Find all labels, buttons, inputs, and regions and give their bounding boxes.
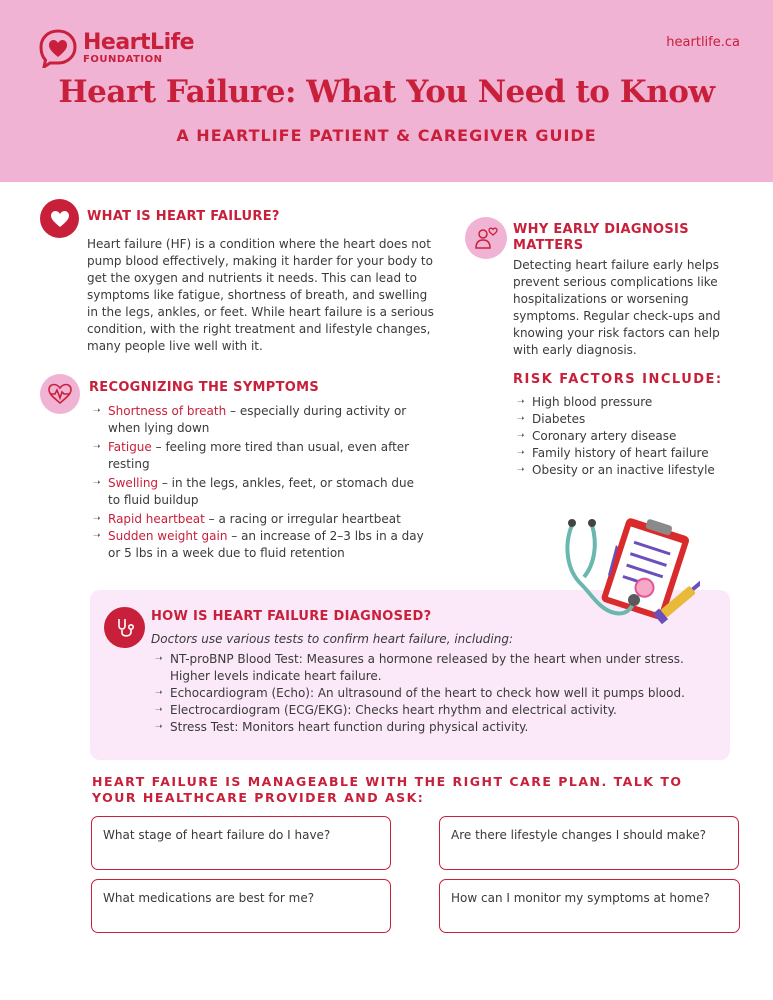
list-item: ➝ Obesity or an inactive lifestyle xyxy=(517,463,715,477)
diagnosis-list xyxy=(153,651,719,736)
what-is-heading: WHAT IS HEART FAILURE? xyxy=(87,209,280,224)
page-subtitle: A HEARTLIFE PATIENT & CAREGIVER GUIDE xyxy=(176,126,597,145)
arrow-icon: ➝ xyxy=(517,465,525,475)
list-item: ➝ Rapid heartbeat – a racing or irregular heartbeat xyxy=(93,512,401,526)
question-box: What medications are best for me? xyxy=(91,879,391,933)
speech-heart-logo-icon xyxy=(38,28,78,68)
list-item: ➝ High blood pressure xyxy=(517,395,653,409)
arrow-icon: ➝ xyxy=(155,688,163,698)
arrow-icon: ➝ xyxy=(93,531,101,541)
risk-factors-heading: RISK FACTORS INCLUDE: xyxy=(513,372,723,387)
arrow-icon: ➝ xyxy=(517,414,525,424)
list-item: ➝ Swelling – in the legs, ankles, feet, or stomach due to fluid buildup xyxy=(93,476,415,507)
heartbeat-icon xyxy=(40,374,80,414)
arrow-icon: ➝ xyxy=(93,514,101,524)
arrow-icon: ➝ xyxy=(517,397,525,407)
arrow-icon: ➝ xyxy=(93,442,101,452)
list-item: ➝ Sudden weight gain – an increase of 2–3 lbs in a day or 5 lbs in a week due to fluid retention xyxy=(93,529,424,560)
symptoms-list xyxy=(91,403,426,562)
heart-icon xyxy=(40,199,79,238)
list-item: ➝ Fatigue – feeling more tired than usual, even after resting xyxy=(93,440,410,471)
logo-name: HeartLife xyxy=(83,29,195,55)
arrow-icon: ➝ xyxy=(155,654,163,664)
list-item: ➝ Family history of heart failure xyxy=(517,446,709,460)
list-item: ➝ Diabetes xyxy=(517,412,586,426)
diagnosis-intro: Doctors use various tests to confirm heart failure, including: xyxy=(151,632,514,646)
page-title: Heart Failure: What You Need to Know xyxy=(58,74,715,110)
list-item: ➝ Shortness of breath – especially during activity or when lying down xyxy=(93,404,407,435)
question-box: Are there lifestyle changes I should make? xyxy=(439,816,739,870)
arrow-icon: ➝ xyxy=(517,448,525,458)
ask-provider-heading: HEART FAILURE IS MANAGEABLE WITH THE RIGHT CARE PLAN. TALK TO YOUR HEALTHCARE PROVIDER AND ASK: xyxy=(92,774,683,805)
list-item: ➝ NT-proBNP Blood Test: Measures a hormone released by the heart when under stress. Higher levels indicate heart failure. xyxy=(155,652,684,683)
list-item: ➝ Coronary artery disease xyxy=(517,429,677,443)
early-diagnosis-heading: WHY EARLY DIAGNOSIS MATTERS xyxy=(513,222,689,253)
arrow-icon: ➝ xyxy=(155,722,163,732)
site-url-link[interactable]: heartlife.ca xyxy=(666,35,740,50)
risk-factors-list xyxy=(515,394,740,479)
list-item: ➝ Echocardiogram (Echo): An ultrasound of the heart to check how well it pumps blood. xyxy=(155,686,685,700)
what-is-body: Heart failure (HF) is a condition where the heart does not pump blood effectively, making it harder for your body to get the oxygen and nutrients it needs. This can lead to symptoms like fatigue, shortness of breath, and swelling in the legs, ankles, or feet. While heart failure is a serious condition, with the right treatment and lifestyle changes, many people live well with it. xyxy=(87,237,434,353)
arrow-icon: ➝ xyxy=(93,406,101,416)
question-box: What stage of heart failure do I have? xyxy=(91,816,391,870)
list-item: ➝ Electrocardiogram (ECG/EKG): Checks heart rhythm and electrical activity. xyxy=(155,703,617,717)
arrow-icon: ➝ xyxy=(517,431,525,441)
question-box: How can I monitor my symptoms at home? xyxy=(439,879,740,933)
logo-subtitle: FOUNDATION xyxy=(83,53,163,65)
arrow-icon: ➝ xyxy=(93,478,101,488)
arrow-icon: ➝ xyxy=(155,705,163,715)
logo[interactable] xyxy=(38,28,194,68)
symptoms-heading: RECOGNIZING THE SYMPTOMS xyxy=(89,380,320,395)
person-heart-icon xyxy=(465,217,507,259)
diagnosis-heading: HOW IS HEART FAILURE DIAGNOSED? xyxy=(151,609,432,624)
stethoscope-icon xyxy=(104,607,145,648)
list-item: ➝ Stress Test: Monitors heart function during physical activity. xyxy=(155,720,529,734)
clipboard-stethoscope-illustration xyxy=(560,515,700,630)
early-diagnosis-body: Detecting heart failure early helps prevent serious complications like hospitalizations or worsening symptoms. Regular check-ups and knowing your risk factors can help with early diagnosis. xyxy=(513,258,721,357)
page-header xyxy=(0,0,773,182)
